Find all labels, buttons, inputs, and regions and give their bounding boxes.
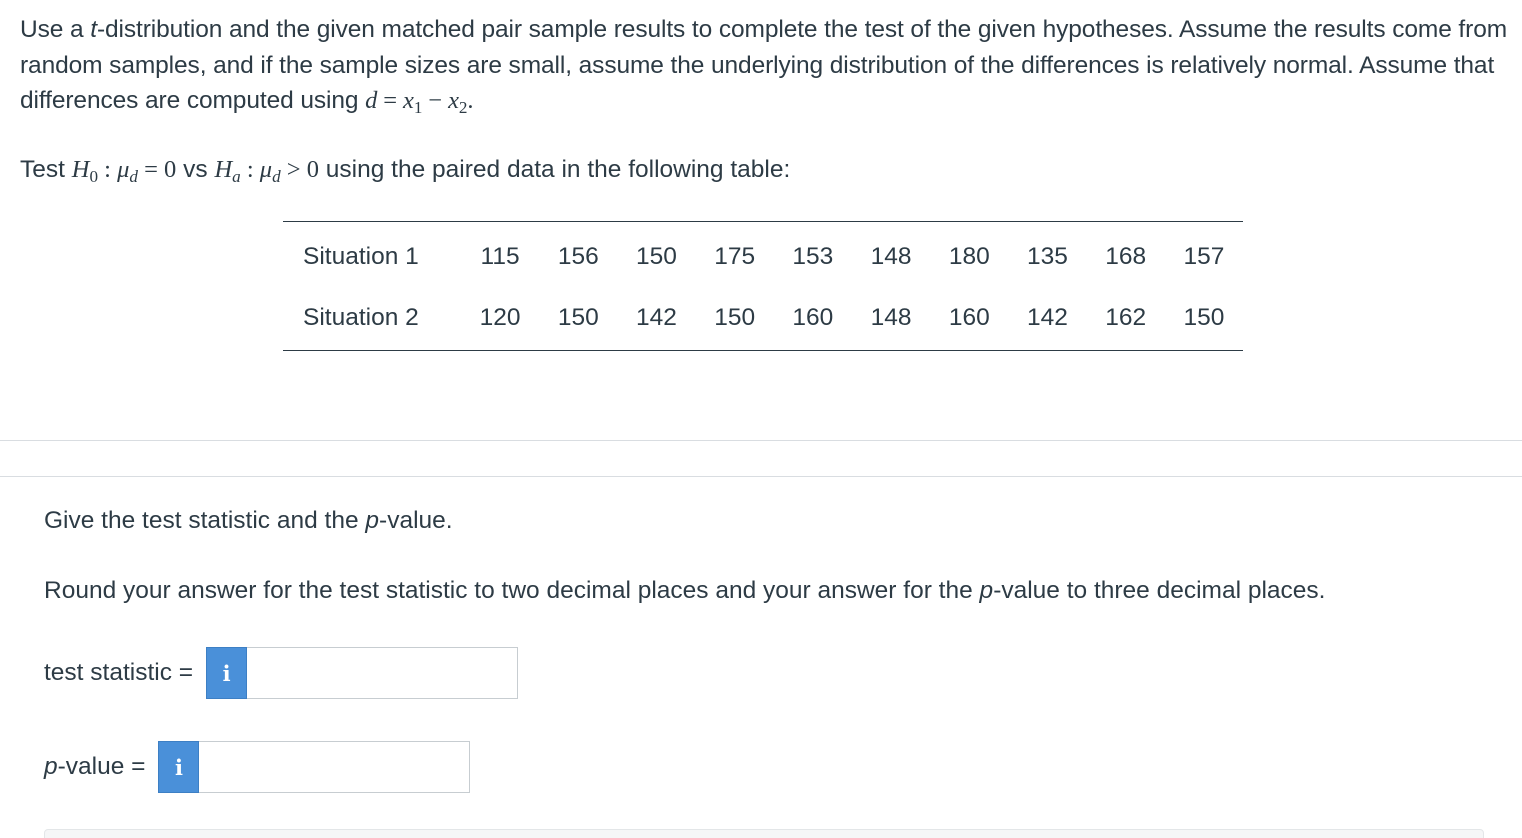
section-divider [0,440,1522,441]
table-cell: 157 [1183,242,1225,270]
table-cell: 153 [792,242,834,270]
table-cell: 150 [636,242,677,270]
rounding-instructions: Round your answer for the test statistic to two decimal places and your answer for the p-value to three decimal places. [44,577,1326,604]
table-cell: 150 [1183,304,1225,331]
table-cell: 115 [480,242,520,270]
table-row [283,222,1243,289]
info-icon-glyph: i [174,754,183,780]
table-cell: 148 [870,242,912,270]
info-icon-glyph: i [222,660,231,686]
table-cell: 120 [479,304,521,331]
table-cell: 142 [1027,304,1068,331]
hypothesis-statement: Test $H_0$ : $\mu_d = 0$ vs $H_a$ : $\mu_d > 0$ using the paired data in the following table: [20,156,791,187]
section-divider [0,476,1522,477]
test-statistic-input[interactable] [247,647,518,699]
paired-data-table [283,221,1243,351]
table-cell: 160 [948,304,990,331]
table-cell: 168 [1105,242,1147,270]
test-statistic-row [44,647,518,699]
info-icon[interactable] [206,647,247,699]
table-cell: 180 [948,242,990,270]
p-value-row [44,741,470,793]
info-icon[interactable] [158,741,199,793]
p-value-input[interactable] [199,741,470,793]
bottom-panel [44,829,1484,838]
table-cell: 175 [714,242,756,270]
row-label: Situation 1 [303,242,419,270]
table-cell: 142 [636,304,677,331]
question-prompt: Give the test statistic and the p-value. [44,507,453,534]
table-cell: 150 [714,304,756,331]
table-row [283,288,1243,351]
table-cell: 150 [557,304,599,331]
table-cell: 135 [1027,242,1068,270]
problem-intro: Use a t-distribution and the given matched pair sample results to complete the test of the given hypotheses. Assume the results come from random samples, and if the sample sizes are small, assume the underlying distribution of the differences is relatively normal. Assume that differences are computed using $d = x_1 - x_2$. [20,16,1508,118]
test-statistic-label: test statistic = [44,659,194,686]
table-cell: 148 [870,304,912,331]
table-cell: 160 [792,304,834,331]
row-label: Situation 2 [303,304,419,331]
table-cell: 162 [1105,304,1147,331]
p-value-label: p-value = [44,753,146,780]
table-cell: 156 [557,242,599,270]
